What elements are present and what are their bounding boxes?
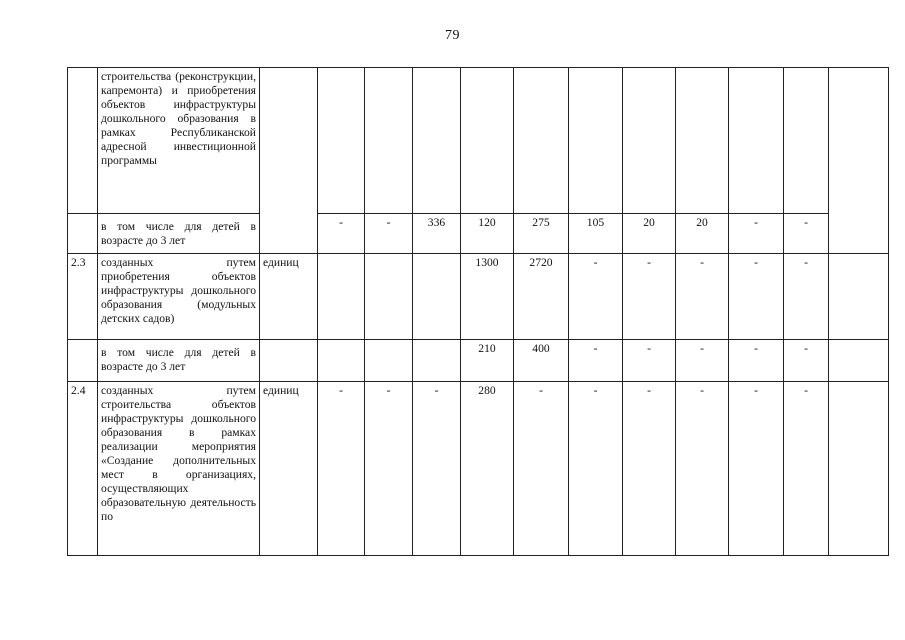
value-cell: - (784, 254, 829, 340)
value-cell: - (676, 254, 729, 340)
value-cell: 275 (514, 214, 569, 254)
unit-cell (260, 68, 318, 254)
value-cell (365, 254, 413, 340)
value-cell (318, 254, 365, 340)
value-cell: - (784, 214, 829, 254)
indicator-description: созданных путем приобретения объектов инфраструктуры дошкольного образования (модульных детских садов) (98, 254, 260, 340)
value-cell: 105 (569, 214, 623, 254)
table-row (68, 254, 889, 340)
row-number-cell (68, 214, 98, 254)
value-cell: 280 (461, 382, 514, 556)
value-cell (829, 68, 889, 254)
value-cell (829, 340, 889, 382)
value-cell (413, 68, 461, 214)
table-row (68, 382, 889, 556)
indicator-description: в том числе для детей в возрасте до 3 лет (98, 340, 260, 382)
value-cell (829, 254, 889, 340)
indicator-description: строительства (реконструкции, капремонта) и приобретения объектов инфраструктуры дошкольного образования в рамках Республиканской адресной инвестиционной программы (98, 68, 260, 214)
value-cell (623, 68, 676, 214)
value-cell: 120 (461, 214, 514, 254)
value-cell: - (623, 254, 676, 340)
table-row (68, 68, 889, 214)
value-cell: - (676, 382, 729, 556)
indicator-description: в том числе для детей в возрасте до 3 лет (98, 214, 260, 254)
row-number-cell (68, 340, 98, 382)
row-number-cell: 2.4 (68, 382, 98, 556)
value-cell (514, 68, 569, 214)
value-cell: 400 (514, 340, 569, 382)
indicator-description: созданных путем строительства объектов инфраструктуры дошкольного образования в рамках реализации мероприятия «Создание дополнительных мест в организациях, осуществляющих образовательную деятельность по (98, 382, 260, 556)
row-number-cell (68, 68, 98, 214)
value-cell: 210 (461, 340, 514, 382)
value-cell: - (623, 382, 676, 556)
unit-cell: единиц (260, 254, 318, 340)
value-cell (569, 68, 623, 214)
value-cell: 2720 (514, 254, 569, 340)
value-cell: - (729, 382, 784, 556)
value-cell (365, 68, 413, 214)
value-cell (365, 340, 413, 382)
value-cell: - (623, 340, 676, 382)
page-number: 79 (445, 28, 460, 43)
indicators-table (67, 67, 889, 556)
value-cell: - (729, 254, 784, 340)
unit-cell: единиц (260, 382, 318, 556)
value-cell: - (569, 382, 623, 556)
value-cell: - (729, 340, 784, 382)
value-cell: - (514, 382, 569, 556)
value-cell: - (784, 382, 829, 556)
value-cell (461, 68, 514, 214)
value-cell (676, 68, 729, 214)
value-cell (318, 340, 365, 382)
value-cell: - (365, 214, 413, 254)
unit-cell (260, 340, 318, 382)
row-number-cell: 2.3 (68, 254, 98, 340)
value-cell: - (318, 214, 365, 254)
value-cell: - (318, 382, 365, 556)
value-cell: - (569, 254, 623, 340)
value-cell (829, 382, 889, 556)
table-row (68, 340, 889, 382)
value-cell: 336 (413, 214, 461, 254)
value-cell: - (413, 382, 461, 556)
value-cell: 20 (676, 214, 729, 254)
value-cell: 20 (623, 214, 676, 254)
table-row (68, 214, 889, 254)
value-cell: - (676, 340, 729, 382)
value-cell (318, 68, 365, 214)
value-cell: - (569, 340, 623, 382)
value-cell (729, 68, 784, 214)
value-cell: 1300 (461, 254, 514, 340)
value-cell (413, 340, 461, 382)
value-cell (413, 254, 461, 340)
value-cell: - (365, 382, 413, 556)
value-cell: - (729, 214, 784, 254)
value-cell: - (784, 340, 829, 382)
value-cell (784, 68, 829, 214)
